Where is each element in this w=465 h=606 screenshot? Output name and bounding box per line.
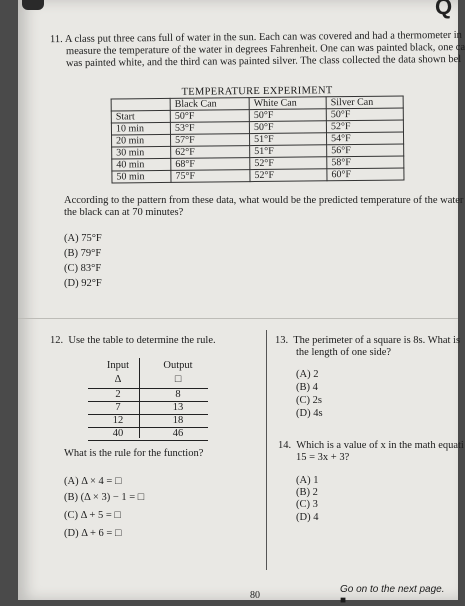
table-cell: 62°F (171, 146, 250, 159)
table-row (88, 389, 208, 402)
header-cell: White Can (249, 97, 326, 110)
q11-option-c[interactable]: (C) 83°F (64, 263, 102, 274)
q13-number: 13. (275, 335, 289, 346)
header-cell (111, 98, 170, 111)
q14-option-d[interactable]: (D) 4 (296, 512, 319, 523)
table-cell: 20 min (112, 134, 171, 147)
output-cell: 8 (175, 389, 181, 400)
q13-option-a[interactable]: (A) 2 (296, 369, 319, 380)
q12-option-b[interactable]: (B) (Δ × 3) − 1 = □ (64, 492, 145, 503)
q12-option-a[interactable]: (A) Δ × 4 = □ (64, 476, 122, 487)
table-cell: 40 min (112, 158, 171, 171)
q12-option-d[interactable]: (D) Δ + 6 = □ (64, 528, 122, 539)
table-cell: 52°F (250, 169, 327, 182)
q11-number: 11. (49, 34, 63, 46)
table-cell: 50°F (170, 110, 249, 123)
q13-option-c[interactable]: (C) 2s (296, 395, 322, 406)
table-cell: 52°F (250, 157, 327, 170)
table-cell: 50 min (112, 170, 171, 183)
q14-option-b[interactable]: (B) 2 (296, 487, 318, 498)
input-cell: 12 (112, 415, 124, 426)
q12-number: 12. (50, 335, 64, 346)
q11-stem-line-3: was painted white, and the third can was painted silver. The class collected the data shown bel (65, 53, 462, 70)
temperature-table-caption: TEMPERATURE EXPERIMENT (181, 85, 333, 98)
input-symbol: Δ (114, 374, 122, 385)
header-cell: Black Can (170, 98, 249, 111)
output-cell: 18 (172, 415, 184, 426)
table-cell: 52°F (326, 120, 403, 133)
table-cell: 60°F (327, 168, 404, 181)
q11-option-d[interactable]: (D) 92°F (64, 278, 102, 289)
input-header: Input (106, 360, 130, 371)
table-cell: 54°F (326, 132, 403, 145)
q14-stem-text-1: Which is a value of x in the math equati (296, 440, 464, 451)
table-cell: 56°F (327, 144, 404, 157)
table-cell: 75°F (171, 170, 250, 183)
q13-option-d[interactable]: (D) 4s (296, 408, 323, 419)
output-symbol: □ (174, 374, 182, 385)
table-cell: 10 min (111, 122, 170, 135)
header-cell: Silver Can (326, 96, 403, 109)
q14-option-a[interactable]: (A) 1 (296, 475, 319, 486)
table-cell: 68°F (171, 158, 250, 171)
table-cell: 30 min (112, 146, 171, 159)
q11-question-line-2: the black can at 70 minutes? (64, 207, 184, 218)
table-cell: 51°F (249, 133, 326, 146)
table-cell: 50°F (326, 108, 403, 121)
q11-stem-line-2: measure the temperature of the water in degrees Fahrenheit. One can was painted black, one ca (65, 41, 465, 58)
output-cell: 46 (172, 428, 184, 439)
q12-question: What is the rule for the function? (64, 448, 204, 459)
output-header: Output (163, 360, 193, 371)
q13-stem-line-2: the length of one side? (296, 347, 392, 358)
output-cell: 13 (172, 402, 184, 413)
q14-option-c[interactable]: (C) 3 (296, 499, 318, 510)
table-cell: 51°F (250, 145, 327, 158)
q12-option-c[interactable]: (C) Δ + 5 = □ (64, 510, 121, 521)
q13-stem-line-1 (275, 335, 460, 347)
go-on-notice: Go on to the next page. ■ (340, 584, 445, 606)
section-divider (18, 318, 458, 319)
q14-stem-line-2: 15 = 3x + 3? (296, 452, 350, 463)
page-number: 80 (250, 590, 260, 601)
input-cell: 2 (115, 389, 121, 400)
q11-option-a[interactable]: (A) 75°F (64, 233, 102, 244)
input-cell: 40 (112, 428, 124, 439)
corner-tab-marker (22, 0, 44, 10)
table-row (88, 402, 208, 415)
q11-question-line-1: According to the pattern from these data, what would be the predicted temperature of the water (64, 195, 464, 206)
q13-option-b[interactable]: (B) 4 (296, 382, 318, 393)
q12-stem (50, 335, 216, 347)
input-cell: 7 (115, 402, 121, 413)
table-row (88, 415, 208, 428)
q11-stem-text-1: A class put three cans full of water in the sun. Each can was covered and had a thermometer in (64, 29, 462, 46)
q13-stem-text-1: The perimeter of a square is 8s. What is (293, 335, 461, 346)
q14-stem-line-1 (278, 440, 464, 452)
table-cell: 57°F (170, 134, 249, 147)
q11-option-b[interactable]: (B) 79°F (64, 248, 102, 259)
q14-number: 14. (278, 440, 292, 451)
table-row (112, 168, 404, 183)
function-table-divider (139, 358, 140, 438)
temperature-table (111, 84, 405, 183)
table-row (88, 428, 208, 441)
table-cell: Start (111, 110, 170, 123)
function-table (88, 360, 208, 441)
column-divider (266, 330, 267, 570)
corner-letter: Q (435, 0, 453, 19)
table-cell: 53°F (170, 122, 249, 135)
table-cell: 50°F (249, 121, 326, 134)
q12-stem-text: Use the table to determine the rule. (68, 335, 216, 346)
table-cell: 50°F (249, 109, 326, 122)
table-cell: 58°F (327, 156, 404, 169)
